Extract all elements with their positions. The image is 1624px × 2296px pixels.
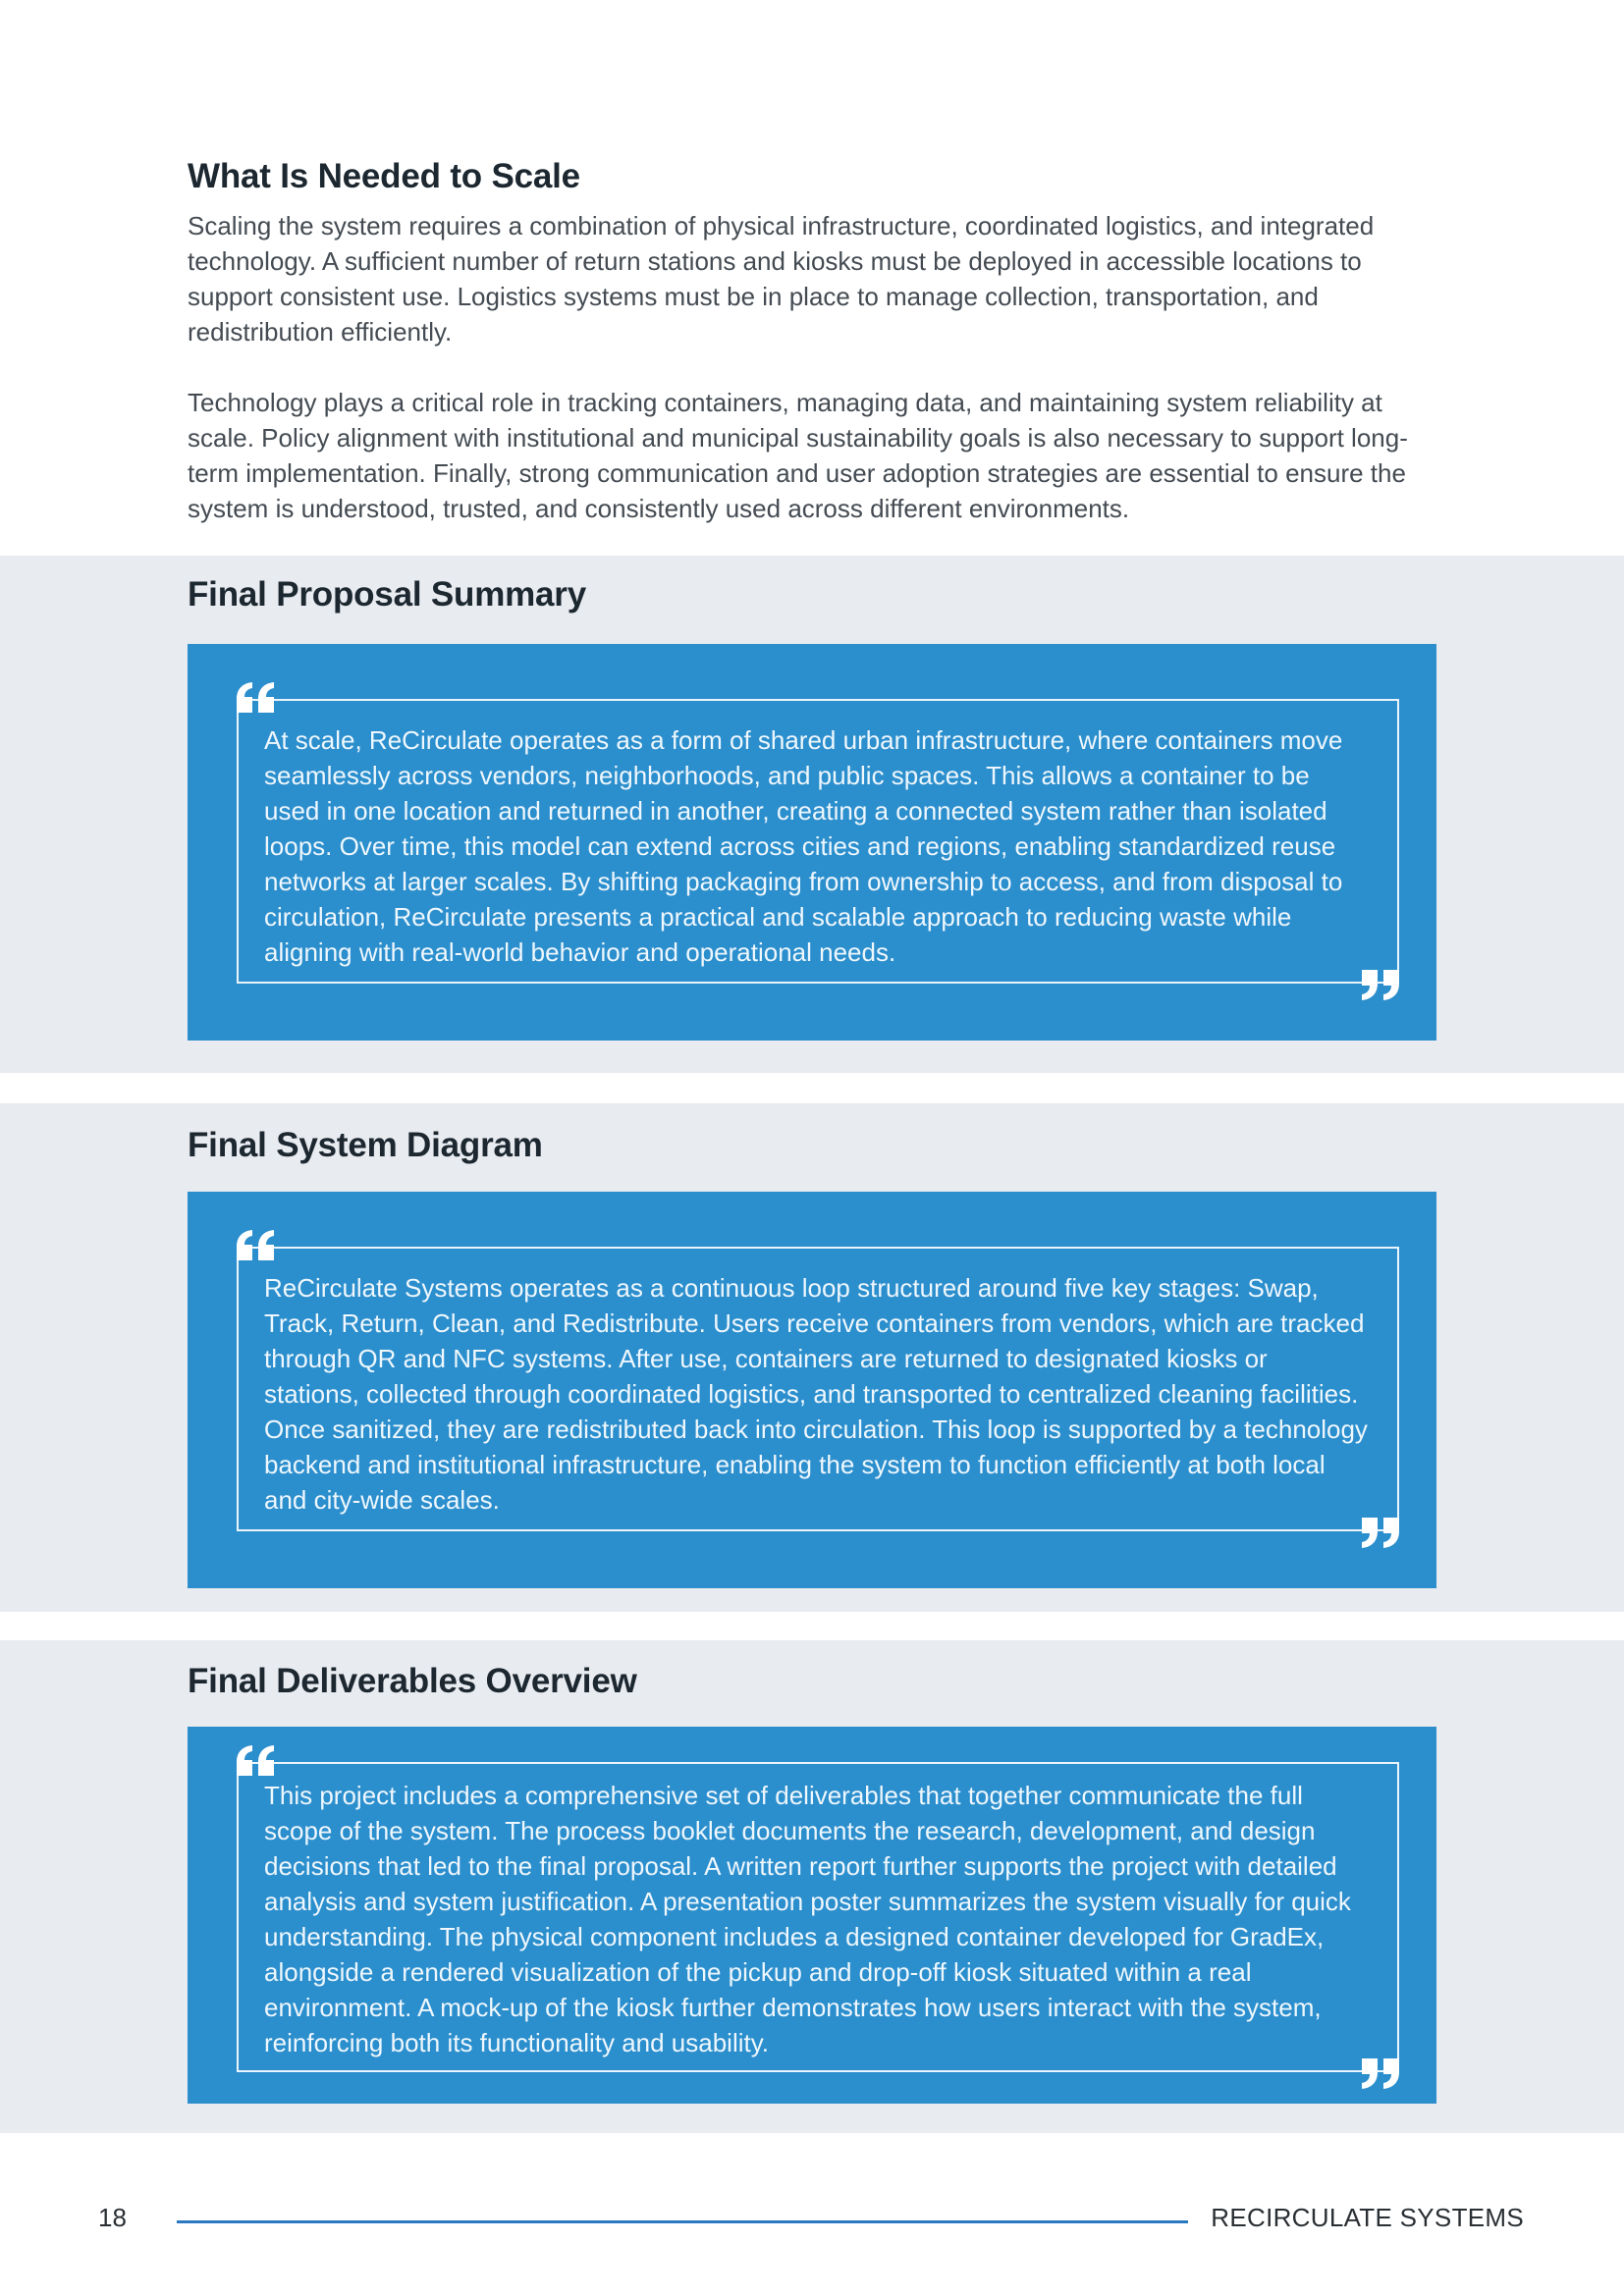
proposal-section [0,556,1624,1073]
diagram-section [0,1103,1624,1612]
open-quote-icon [235,1744,276,1778]
page-number: 18 [98,2203,127,2232]
scale-heading: What Is Needed to Scale [188,157,580,195]
diagram-quote-text: ReCirculate Systems operates as a continuous loop structured around five key stages: Swap, Track, Return, Clean, and Redistribute. Users receive containers from vendors, which are tracked through QR and NFC systems. After use, containers are returned to designated kiosks or stations, collected through coordinated logistics, and transported to centralized cleaning facilities. Once sanitized, they are redistributed back into circulation. This loop is supported by a technology backend and institutional infrastructure, enabling the system to function efficiently at both local and city-wide scales. [264,1273,1368,1515]
proposal-heading: Final Proposal Summary [188,575,586,614]
open-quote-icon [235,681,276,715]
open-quote-icon [235,1229,276,1262]
proposal-quote-text: At scale, ReCirculate operates as a form of shared urban infrastructure, where containers move seamlessly across vendors, neighborhoods, and public spaces. This allows a container to be used in one location and returned in another, creating a connected system rather than isolated loops. Over time, this model can extend across cities and regions, enabling standardized reuse networks at larger scales. By shifting packaging from ownership to access, and from disposal to circulation, ReCirculate presents a practical and scalable approach to reducing waste while aligning with real-world behavior and operational needs. [264,725,1343,967]
close-quote-icon [1360,968,1401,1001]
deliverables-heading: Final Deliverables Overview [188,1662,637,1700]
deliverables-quote-panel [188,1727,1436,2104]
scale-section [0,0,1624,556]
scale-paragraph-1: Scaling the system requires a combination of physical infrastructure, coordinated logistics, and integrated technology. A sufficient number of return stations and kiosks must be deployed in accessible locations to support consistent use. Logistics systems must be in place to manage collection, transportation, and redistribution efficiently. [188,211,1375,347]
close-quote-icon [1360,2056,1401,2090]
scale-paragraph-2: Technology plays a critical role in tracking containers, managing data, and maintaining system reliability at scale. Policy alignment with institutional and municipal sustainability goals is also necessary to support long-term implementation. Finally, strong communication and user adoption strategies are essential to ensure the system is understood, trusted, and consistently used across different environments. [188,388,1408,523]
close-quote-icon [1360,1516,1401,1549]
deliverables-section [0,1640,1624,2133]
footer-brand: RECIRCULATE SYSTEMS [1211,2203,1524,2232]
diagram-heading: Final System Diagram [188,1126,543,1164]
proposal-quote-panel [188,644,1436,1041]
deliverables-quote-text: This project includes a comprehensive set of deliverables that together communicate the full scope of the system. The process booklet documents the research, development, and design decisions that led to the final proposal. A written report further supports the project with detailed analysis and system justification. A presentation poster summarizes the system visually for quick understanding. The physical component includes a designed container developed for GradEx, alongside a rendered visualization of the pickup and drop-off kiosk situated within a real environment. A mock-up of the kiosk further demonstrates how users interact with the system, reinforcing both its functionality and usability. [264,1781,1351,2057]
scale-body [188,208,1444,526]
footer-divider [177,2220,1188,2223]
diagram-quote-panel [188,1192,1436,1588]
